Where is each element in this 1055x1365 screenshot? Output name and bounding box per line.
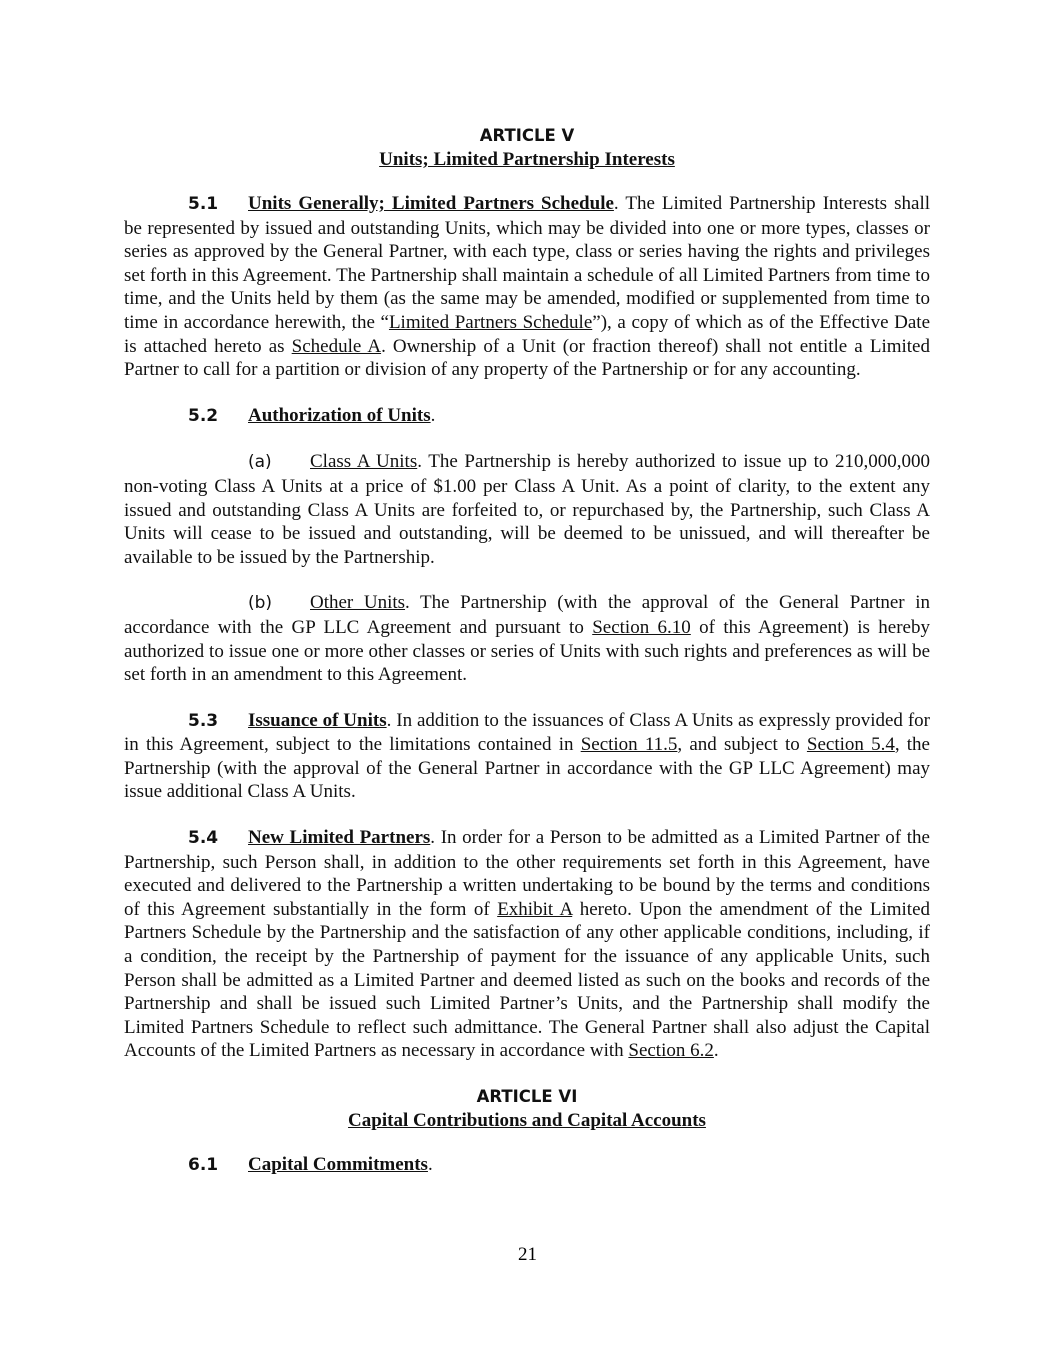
- document-page: [124, 124, 930, 1178]
- section-5-1: 5.1 Units Generally; Limited Partners Schedule. The Limited Partnership Interests shall be represented by issued and outstanding Units, which may be divided into one or more types, classes or series as approved by the General Partner, with each type, class or series having the rights and privileges set forth in this Agreement. The Partnership shall maintain a schedule of all Limited Partners from time to time, and the Units held by them (as the same may be amended, modified or supplemented from time to time in accordance herewith, the “Limited Partners Schedule”), a copy of which as of the Effective Date is attached hereto as Schedule A. Ownership of a Unit (or fraction thereof) shall not entitle a Limited Partner to call for a partition or division of any property of the Partnership or for any accounting.: [124, 193, 930, 381]
- section-5-2-b-heading: Other Units: [310, 592, 406, 614]
- section-5-3-number: 5.3: [188, 710, 219, 731]
- section-5-2: 5.2 Authorization of Units.: [124, 404, 930, 429]
- section-5-2-number: 5.2: [188, 405, 219, 426]
- section-5-2-a-label: (a): [248, 452, 272, 473]
- section-5-3-heading: Issuance of Units: [248, 709, 387, 731]
- section-5-4-link[interactable]: Section 5.4: [806, 734, 895, 756]
- section-5-1-number: 5.1: [188, 194, 219, 214]
- section-5-3: 5.3 Issuance of Units. In addition to the issuances of Class A Units as expressly provided for in this Agreement, subject to the limitations contained in Section 11.5, and subject to Section 5.4, the Partnership (with the approval of the General Partner in accordance with the GP LLC Agreement) may issue additional Class A Units.: [124, 709, 930, 803]
- section-5-4: 5.4 New Limited Partners. In order for a Person to be admitted as a Limited Partner of the Partnership, such Person shall, in addition to the other requirements set forth in this Agreement, have executed and delivered to the Partnership a written undertaking to be bound by the terms and conditions of this Agreement substantially in the form of Exhibit A hereto. Upon the amendment of the Limited Partners Schedule by the Partnership and the satisfaction of any other applicable conditions, including, if a condition, the receipt by the Partnership of payment for the issuance of any applicable Units, such Person shall be admitted as a Limited Partner and deemed listed as such on the books and records of the Partnership and shall be issued such Limited Partner’s Units, and the Partnership shall modify the Limited Partners Schedule to reflect such admittance. The General Partner shall also adjust the Capital Accounts of the Limited Partners as necessary in accordance with Section 6.2.: [124, 827, 930, 1062]
- section-6-10-link[interactable]: Section 6.10: [592, 616, 691, 638]
- exhibit-a-link[interactable]: Exhibit A: [497, 898, 573, 920]
- section-6-1-heading: Capital Commitments: [248, 1154, 428, 1175]
- schedule-a-link[interactable]: Schedule A: [291, 335, 382, 357]
- article-6-title: Capital Contributions and Capital Accounts: [348, 1110, 706, 1131]
- limited-partners-schedule-link[interactable]: Limited Partners Schedule: [388, 311, 593, 333]
- section-5-2-heading: Authorization of Units: [248, 404, 431, 426]
- article-6-number: ARTICLE VI: [476, 1087, 578, 1106]
- section-6-1-number: 6.1: [188, 1155, 219, 1175]
- section-5-4-heading: New Limited Partners: [248, 827, 431, 849]
- section-5-2-b: (b) Other Units. The Partnership (with the approval of the General Partner in accordance with the GP LLC Agreement and pursuant to Section 6.10 of this Agreement) is hereby authorized to issue one or more other classes or series of Units with such rights and preferences as will be set forth in an amendment to this Agreement.: [124, 592, 930, 686]
- section-6-1: 6.1 Capital Commitments.: [124, 1153, 930, 1178]
- article-5-number: ARTICLE V: [479, 126, 575, 145]
- page-number: 21: [518, 1244, 537, 1265]
- section-6-2-link[interactable]: Section 6.2: [628, 1040, 714, 1062]
- section-5-1-heading: Units Generally; Limited Partners Schedule: [248, 193, 614, 214]
- section-5-2-b-label: (b): [248, 593, 273, 614]
- section-5-2-a: (a) Class A Units. The Partnership is hereby authorized to issue up to 210,000,000 non-voting Class A Units at a price of $1.00 per Class A Unit. As a point of clarity, to the extent any issued and outstanding Class A Units are forfeited to, or repurchased by, the Partnership, such Class A Units will cease to be issued and outstanding, will be deemed to be unissued, and will thereafter be available to be issued by the Partnership.: [124, 451, 930, 568]
- article-5-title: Units; Limited Partnership Interests: [379, 149, 675, 170]
- section-5-2-a-heading: Class A Units: [310, 451, 418, 473]
- section-5-4-number: 5.4: [188, 828, 219, 849]
- section-11-5-link[interactable]: Section 11.5: [580, 734, 678, 756]
